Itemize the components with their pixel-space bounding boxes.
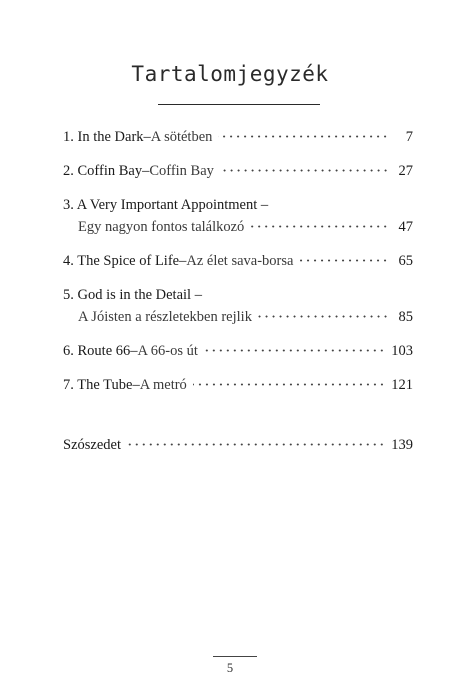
chapter-title-hu: A Jóisten a részletekben rejlik — [78, 309, 252, 325]
chapter-title-en: 3. A Very Important Appointment – — [63, 197, 269, 213]
footer-rule — [213, 656, 257, 657]
toc-entry-3 — [63, 194, 413, 238]
dot-leader — [250, 225, 389, 228]
toc-entry-1 — [63, 126, 413, 148]
chapter-page-number: 47 — [398, 219, 413, 235]
chapter-page-number: 85 — [398, 309, 413, 325]
toc-entry-4 — [63, 250, 413, 272]
toc-entry-5 — [63, 284, 413, 328]
chapter-title-en: 5. God is in the Detail – — [63, 287, 202, 303]
title-separator: – — [142, 163, 150, 179]
dot-leader — [258, 315, 389, 318]
chapter-title-en: 2. Coffin Bay — [63, 163, 143, 179]
chapter-title-en: 4. The Spice of Life — [63, 253, 180, 269]
title-separator: – — [179, 253, 187, 269]
glossary-title: Szószedet — [63, 437, 121, 453]
toc-entry-glossary — [63, 434, 413, 456]
chapter-page-number: 103 — [391, 343, 413, 359]
dot-leader — [299, 259, 389, 262]
chapter-title-hu: Egy nagyon fontos találkozó — [78, 219, 245, 235]
dot-leader — [218, 135, 389, 138]
toc-entry-2 — [63, 160, 413, 182]
toc-entry-6 — [63, 340, 413, 362]
chapter-page-number: 7 — [405, 129, 413, 145]
table-of-contents — [63, 126, 413, 468]
chapter-page-number: 27 — [398, 163, 413, 179]
chapter-title-en: 1. In the Dark — [63, 129, 144, 145]
dot-leader — [193, 383, 385, 386]
toc-entry-7 — [63, 374, 413, 396]
chapter-title-hu: A sötétben — [150, 129, 213, 145]
page-title: Tartalomjegyzék — [131, 62, 329, 86]
title-separator: – — [143, 129, 151, 145]
chapter-page-number: 65 — [398, 253, 413, 269]
glossary-page-number: 139 — [391, 437, 413, 453]
title-separator: – — [132, 377, 140, 393]
title-separator: – — [130, 343, 138, 359]
chapter-title-en: 6. Route 66 — [63, 343, 131, 359]
page-number: 5 — [226, 661, 234, 675]
title-underline — [158, 104, 320, 105]
chapter-title-en: 7. The Tube — [63, 377, 133, 393]
chapter-page-number: 121 — [391, 377, 413, 393]
dot-leader — [204, 349, 385, 352]
dot-leader — [220, 169, 389, 172]
chapter-title-hu: Coffin Bay — [149, 163, 214, 179]
chapter-title-hu: Az élet sava-borsa — [186, 253, 294, 269]
chapter-title-hu: A metró — [139, 377, 187, 393]
chapter-title-hu: A 66-os út — [137, 343, 198, 359]
dot-leader — [127, 443, 385, 446]
